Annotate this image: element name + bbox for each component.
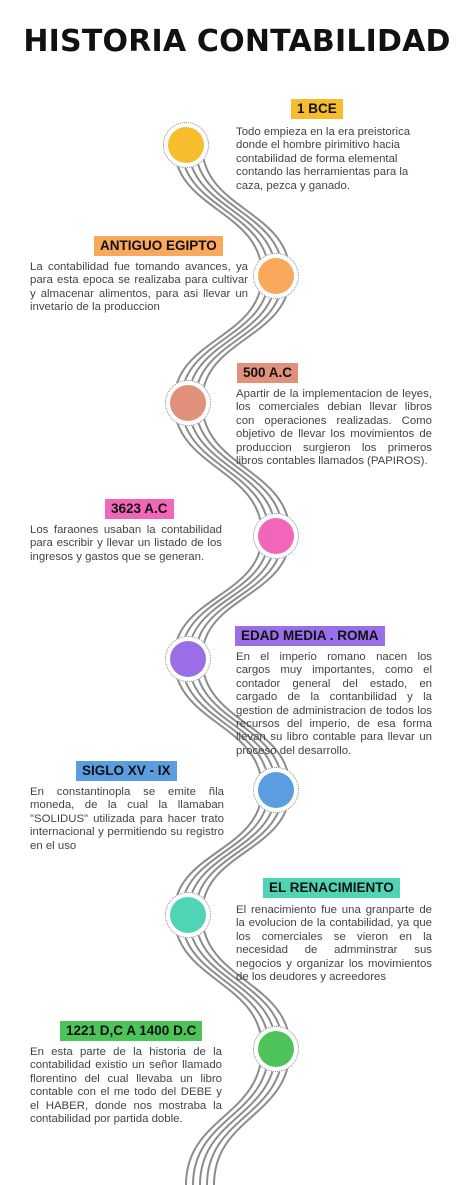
event-badge-renacimiento: EL RENACIMIENTO	[263, 878, 400, 898]
timeline-node-antiguo-egipto	[258, 258, 294, 294]
event-text-renacimiento: El renacimiento fue una granparte de la evolucion de la contabilidad, ya que los comerciales se vieron en la necesidad de admminstrar sus negocios y organizar los movimientos de los deudores y acreedores	[236, 904, 432, 984]
event-badge-siglo-xv: SIGLO XV - IX	[76, 761, 177, 781]
event-text-antiguo-egipto: La contabilidad fue tomando avances, ya para esta epoca se realizaba para cultivar y almacenar alimentos, para asi llevar un invetario de la produccion	[30, 261, 248, 314]
timeline-node-siglo-xv	[258, 772, 294, 808]
event-badge-edad-media: EDAD MEDIA . ROMA	[235, 626, 385, 646]
event-text-siglo-xv: En constantinopla se emite ñla moneda, de la cual la llamaban "SOLIDUS" utilizada para hacer trato internacional y permitiendo su registro en el uso	[30, 786, 224, 852]
event-badge-1221dc: 1221 D,C A 1400 D.C	[60, 1021, 202, 1041]
event-text-1bce: Todo empieza en la era preistorica donde el hombre pirimitivo hacia contabilidad de forma elemental contando las herramientas para la caza, pezca y ganado.	[236, 126, 411, 192]
event-text-1221dc: En esta parte de la historia de la contabilidad existio un señor llamado florentino del cual llevaba un libro contable con el me todo del DEBE y el HABER, donde nos mostraba la contabilidad por partida doble.	[30, 1046, 222, 1126]
timeline-node-edad-media	[170, 641, 206, 677]
page-title: HISTORIA CONTABILIDAD	[23, 24, 451, 59]
timeline-node-1221dc	[258, 1031, 294, 1067]
event-text-edad-media: En el imperio romano nacen los cargos muy importantes, como el contador general del estado, en cargado de la contanbilidad y la gestion de administracion de todos los recursos del imperio, de esa forma llevan su libro contable para llevar un proceso del desarrollo.	[236, 651, 432, 757]
timeline-node-500ac	[170, 385, 206, 421]
timeline-node-renacimiento	[170, 897, 206, 933]
event-text-500ac: Apartir de la implementacion de leyes, los comerciales debian llevar libros con operaciones realizadas. Como objetivo de llevar los movimientos de produccion surgieron los primeros libros contables llamados (PAPIROS).	[236, 388, 432, 468]
event-badge-1bce: 1 BCE	[291, 99, 343, 119]
event-badge-500ac: 500 A.C	[237, 363, 298, 383]
event-badge-antiguo-egipto: ANTIGUO EGIPTO	[94, 236, 223, 256]
timeline-node-3623ac	[258, 518, 294, 554]
timeline-node-1bce	[168, 127, 204, 163]
event-text-3623ac: Los faraones usaban la contabilidad para escribir y llevar un listado de los ingresos y gastos que se generan.	[30, 524, 222, 563]
event-badge-3623ac: 3623 A.C	[105, 499, 174, 519]
